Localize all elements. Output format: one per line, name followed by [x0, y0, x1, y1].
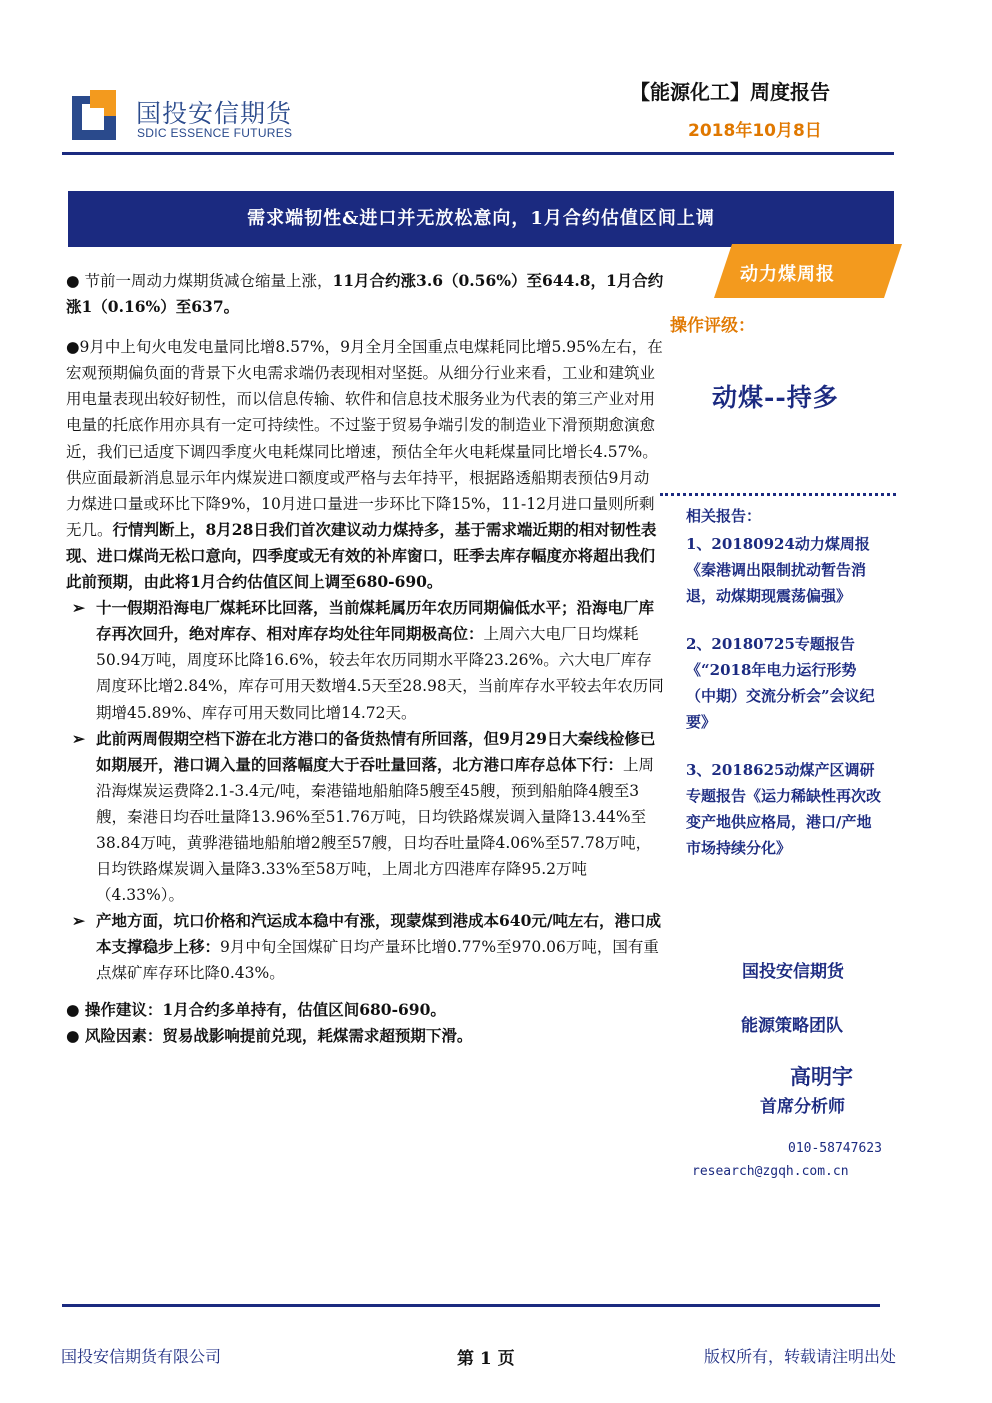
rating-value: 动煤--持多: [712, 383, 839, 412]
logo-english-name: SDIC ESSENCE FUTURES: [137, 126, 293, 140]
arrow-bullet-icon: ➢: [72, 598, 85, 618]
risk-factors: [66, 1023, 664, 1049]
paragraph-text: 上周六大电厂日均煤耗50.94万吨，周度环比降16.6%，较去年农历同期水平降23.26%。六大电厂库存周度环比增2.84%，库存可用天数增4.5天至28.98天，当前库存水平较去年农历同期增45.89%、库存可用天数同比增14.72天。: [96, 625, 664, 722]
related-reports: [686, 503, 882, 883]
operation-advice: [66, 997, 664, 1023]
page-number: 第 1 页: [457, 1349, 515, 1369]
paragraph-bold-text: 11月合约涨3.6（0.56%）至644.8，1月合约涨1（0.16%）至637。: [66, 271, 664, 317]
arrow-bullet-icon: ➢: [72, 911, 85, 931]
paragraph-text: 9月中上旬火电发电量同比增8.57%，9月全月全国重点电煤耗同比增5.95%左右，在宏观预期偏负面的背景下火电需求端仍表现相对坚挺。从细分行业来看，工业和建筑业用电量表现出较好韧性，而以信息传输、软件和信息技术服务业为代表的第三产业对用电量的托底作用亦具有一定可持续性。不过鉴于贸易争端引发的制造业下滑预期愈演愈近，我们已适度下调四季度火电耗煤同比增速，预估全年火电耗煤量同比增长4.57%。供应面最新消息显示年内煤炭进口额度或严格与去年持平，根据路透船期表预估9月动力煤进口量或环比下降9%，10月进口量进一步环比下降15%，11-12月进口量则所剩无几。: [66, 338, 663, 539]
advice-text: 操作建议：1月合约多单持有，估值区间680-690。: [79, 999, 446, 1019]
point-paragraph: [66, 595, 664, 725]
header-divider: [62, 152, 894, 155]
report-title: 需求端韧性&进口并无放松意向，1月合约估值区间上调: [247, 208, 715, 229]
paragraph-text: 节前一周动力煤期货减仓缩量上涨，: [79, 272, 333, 290]
title-banner: [68, 191, 894, 247]
sidebar-company: 国投安信期货: [742, 962, 844, 982]
footer-divider: [62, 1304, 880, 1307]
paragraph-text: 上周沿海煤炭运费降2.1-3.4元/吨，秦港锚地船舶降5艘至45艘，预到船舶降4艘至3艘，秦港日均吞吐量降13.96%至51.76万吨，日均铁路煤炭调入量降13.44%至38.84万吨，黄骅港锚地船舶增2艘至57艘，日均吞吐量降4.06%至57.78万吨，日均铁路煤炭调入量降3.33%至58万吨，上周北方四港库存降95.2万吨（4.33%）。: [96, 755, 655, 905]
company-logo-icon: [72, 90, 126, 140]
bullet-icon: ●: [66, 1000, 80, 1019]
analysis-paragraph: [66, 334, 664, 595]
rating-label: 操作评级：: [670, 316, 755, 336]
related-report-item[interactable]: 2、20180725专题报告《“2018年电力运行形势（中期）交流分析会”会议纪要》: [686, 635, 875, 731]
paragraph-bold-text: 产地方面，坑口价格和汽运成本稳中有涨，现蒙煤到港成本640元/吨左右，港口成本支撑稳步上移：: [96, 911, 662, 957]
main-content: [66, 268, 664, 1049]
summary-paragraph: [66, 268, 664, 320]
risk-text: 风险因素：贸易战影响提前兑现，耗煤需求超预期下滑。: [79, 1025, 473, 1045]
contact-email[interactable]: research@zgqh.com.cn: [692, 1164, 849, 1179]
arrow-bullet-icon: ➢: [72, 728, 85, 748]
report-type: 【能源化工】周度报告: [630, 80, 830, 104]
bullet-icon: ●: [66, 272, 80, 290]
footer-company: 国投安信期货有限公司: [61, 1347, 222, 1366]
contact-phone: 010-58747623: [788, 1141, 882, 1156]
paragraph-bold-text: 十一假期沿海电厂煤耗环比回落，当前煤耗属历年农历同期偏低水平；沿海电厂库存再次回升，绝对库存、相对库存均处往年同期极高位：: [96, 598, 655, 644]
paragraph-bold-text: 行情判断上，8月28日我们首次建议动力煤持多，基于需求端近期的相对韧性表现、进口煤尚无松口意向，四季度或无有效的补库窗口，旺季去库存幅度亦将超出我们此前预期，由此将1月合约估值区间上调至680-690。: [66, 519, 657, 592]
analyst-title: 首席分析师: [760, 1097, 845, 1117]
sidebar-divider: [660, 493, 896, 496]
related-report-item[interactable]: 1、20180924动力煤周报《秦港调出限制扰动暂告消退，动煤期现震荡偏强》: [686, 535, 870, 605]
point-paragraph: [66, 726, 664, 909]
point-paragraph: [66, 908, 664, 986]
report-date: 2018年10月8日: [688, 121, 822, 141]
related-report-item[interactable]: 3、2018625动煤产区调研专题报告《运力稀缺性再次改变产地供应格局，港口/产地市场持续分化》: [686, 761, 882, 857]
logo-chinese-name: 国投安信期货: [136, 99, 293, 128]
paragraph-bold-text: 此前两周假期空档下游在北方港口的备货热情有所回落，但9月29日大秦线检修已如期展开，港口调入量的回落幅度大于吞吐量回落，北方港口库存总体下行：: [96, 728, 656, 774]
footer-copyright: 版权所有，转载请注明出处: [704, 1347, 897, 1366]
bullet-icon: ●: [66, 338, 80, 357]
related-reports-header: 相关报告：: [686, 507, 762, 525]
paragraph-text: 9月中旬全国煤矿日均产量环比增0.77%至970.06万吨，国有重点煤矿库存环比降0.43%。: [96, 938, 659, 983]
sidebar-team: 能源策略团队: [741, 1016, 843, 1036]
bullet-icon: ●: [66, 1026, 80, 1045]
analyst-name: 高明宇: [790, 1065, 853, 1089]
report-tag: 动力煤周报: [740, 264, 835, 285]
